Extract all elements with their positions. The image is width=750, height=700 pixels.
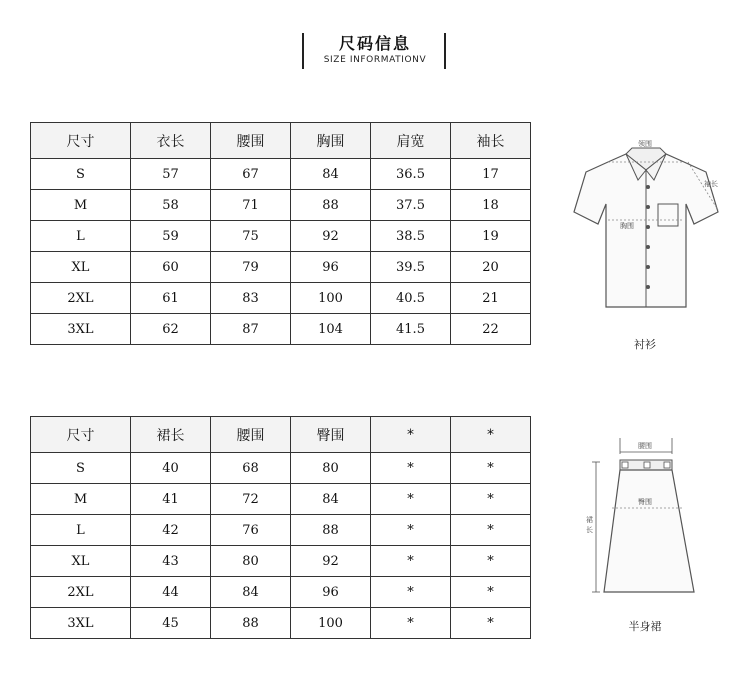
size-info-header [300,31,450,71]
sleeve-label: 袖长 [704,180,718,188]
table-cell: 2XL [31,283,131,314]
col-header-skirt-length: 裙长 [131,417,211,453]
table-cell: 75 [211,221,291,252]
table-cell: L [31,221,131,252]
table-row [31,283,531,314]
col-header-waist: 腰围 [211,417,291,453]
table-cell: 83 [211,283,291,314]
table-cell: 43 [131,546,211,577]
table-cell: * [451,546,531,577]
header-title: 尺码信息 [338,34,411,53]
table-row [31,221,531,252]
col-header-size: 尺寸 [31,123,131,159]
table-cell: XL [31,546,131,577]
shirt-caption: 衬衫 [634,338,656,351]
chest-label: 胸围 [620,222,634,230]
table-cell: 59 [131,221,211,252]
table-cell: * [371,484,451,515]
table-cell: 71 [211,190,291,221]
table-cell: * [451,484,531,515]
table-cell: 80 [211,546,291,577]
waist-label: 腰围 [638,442,652,450]
collar-label: 领围 [638,140,652,148]
table-cell: * [451,515,531,546]
table-cell: 58 [131,190,211,221]
col-header-chest: 胸围 [291,123,371,159]
table-cell: 72 [211,484,291,515]
table-cell: 21 [451,283,531,314]
header-right-bar [444,33,446,69]
col-header-waist: 腰围 [211,123,291,159]
table-cell: S [31,159,131,190]
table-cell: 100 [291,283,371,314]
table-cell: * [451,608,531,639]
table-cell: 40 [131,453,211,484]
col-header-size: 尺寸 [31,417,131,453]
skirt-icon [582,432,702,602]
table-cell: 80 [291,453,371,484]
skirt-size-table [30,416,531,639]
table-row [31,252,531,283]
table-cell: 84 [291,159,371,190]
table-cell: S [31,453,131,484]
table-cell: 45 [131,608,211,639]
table-cell: 17 [451,159,531,190]
hip-label: 臀围 [638,498,652,506]
table-cell: 42 [131,515,211,546]
length-label-1: 裙 [586,516,593,524]
table-cell: 87 [211,314,291,345]
table-cell: 41 [131,484,211,515]
table-cell: L [31,515,131,546]
table-row [31,515,531,546]
table-row [31,577,531,608]
table-cell: 37.5 [371,190,451,221]
table-cell: 38.5 [371,221,451,252]
table-cell: * [371,453,451,484]
table-cell: 100 [291,608,371,639]
table-row [31,190,531,221]
table-cell: 84 [211,577,291,608]
table-header-row [31,123,531,159]
table-cell: 68 [211,453,291,484]
table-cell: 20 [451,252,531,283]
col-header-placeholder: * [371,417,451,453]
table-cell: 96 [291,252,371,283]
table-cell: * [371,546,451,577]
table-cell: 84 [291,484,371,515]
table-cell: * [451,453,531,484]
shirt-size-table [30,122,531,345]
table-cell: M [31,190,131,221]
table-cell: * [371,577,451,608]
table-row [31,159,531,190]
table-cell: 2XL [31,577,131,608]
col-header-placeholder: * [451,417,531,453]
table-cell: * [451,577,531,608]
table-cell: M [31,484,131,515]
table-cell: 22 [451,314,531,345]
table-cell: 60 [131,252,211,283]
length-label-2: 长 [586,526,593,534]
shirt-illustration [568,132,728,317]
col-header-length: 衣长 [131,123,211,159]
table-cell: 88 [211,608,291,639]
skirt-illustration [582,432,702,602]
table-cell: * [371,608,451,639]
table-cell: 61 [131,283,211,314]
table-cell: 3XL [31,314,131,345]
col-header-sleeve: 袖长 [451,123,531,159]
table-cell: 44 [131,577,211,608]
table-cell: 76 [211,515,291,546]
table-cell: 36.5 [371,159,451,190]
table-row [31,546,531,577]
table-cell: 104 [291,314,371,345]
table-cell: 18 [451,190,531,221]
table-cell: 92 [291,221,371,252]
table-cell: 79 [211,252,291,283]
table-cell: 96 [291,577,371,608]
table-cell: XL [31,252,131,283]
table-cell: 88 [291,190,371,221]
table-cell: 92 [291,546,371,577]
header-subtitle: SIZE INFORMATIONV [323,55,427,65]
table-cell: 19 [451,221,531,252]
table-cell: 67 [211,159,291,190]
table-cell: 40.5 [371,283,451,314]
table-cell: * [371,515,451,546]
skirt-caption: 半身裙 [628,620,662,633]
table-cell: 88 [291,515,371,546]
table-cell: 62 [131,314,211,345]
table-cell: 3XL [31,608,131,639]
table-cell: 41.5 [371,314,451,345]
table-row [31,608,531,639]
col-header-hip: 臀围 [291,417,371,453]
table-header-row [31,417,531,453]
col-header-shoulder: 肩宽 [371,123,451,159]
shirt-icon [568,132,728,317]
table-row [31,314,531,345]
table-row [31,484,531,515]
table-cell: 39.5 [371,252,451,283]
table-cell: 57 [131,159,211,190]
table-row [31,453,531,484]
